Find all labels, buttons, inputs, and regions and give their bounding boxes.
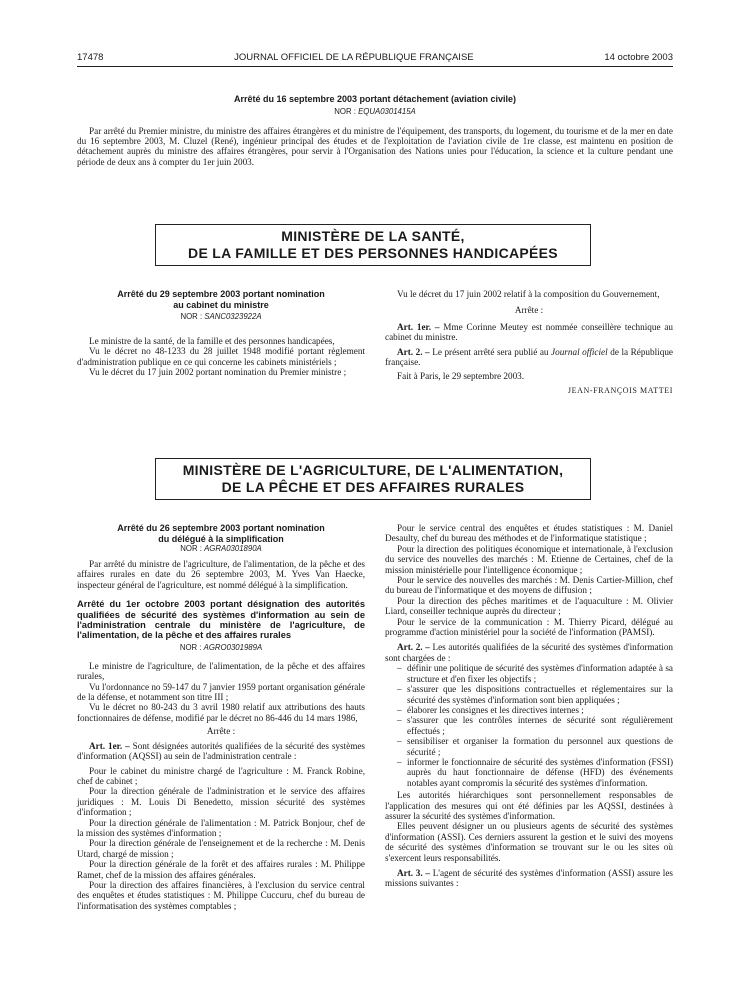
decree-aviation (77, 94, 673, 167)
list-item: Pour le service des nouvelles des marchés : M. Denis Cartier-Million, chef du bureau de l'informatique et des moyens de diffusion ; (385, 575, 673, 596)
list-item: Pour la direction générale de la forêt et des affaires rurales : M. Philippe Ramet, chef de la mission des affaires générales. (77, 859, 365, 880)
decree-title: Arrêté du 26 septembre 2003 portant nomination du délégué à la simplification (117, 523, 325, 544)
nor-reference: NOR : AGRA0301890A (180, 544, 262, 553)
decree-title-aqssi: Arrêté du 1er octobre 2003 portant désignation des autorités qualifiées de sécurité des systèmes d'information au sein de l'administration centrale du ministère de l'agriculture, de l'alimentation, de la pêche et des affaires rurales (77, 599, 365, 641)
list-item: Pour le service de la communication : M. Thierry Picard, délégué au programme d'action ministériel pour la société de l'information (PAMSI). (385, 616, 673, 638)
health-decree-right: Vu le décret du 17 juin 2002 relatif à la composition du Gouvernement, Arrête : Art. 1er. – Mme Corinne Meutey est nommée conseillère technique au cabinet du ministre. Art. 2. – Le présent arrêté sera publié au Journal officiel de la République française. Fait à Paris, le 29 septembre 2003. JEAN-FRANÇOIS MATTEI (385, 289, 674, 395)
article-1: Art. 1er. – Mme Corinne Meutey est nommée conseillère technique au cabinet du ministre. (385, 321, 674, 343)
list-item: Pour la direction générale de l'enseignement et de la recherche : M. Denis Utard, chargé de mission ; (77, 838, 365, 859)
list-item: – sensibiliser et organiser la formation du personnel aux questions de sécurité ; (385, 736, 673, 757)
list-item: Pour le service central des enquêtes et études statistiques : M. Daniel Desaulty, chef du bureau des méthodes et de l'informatique statistique ; (385, 523, 673, 544)
article-1: Art. 1er. – Sont désignées autorités qualifiées de la sécurité des systèmes d'information (AQSSI) au sein de l'administration centrale : (77, 740, 365, 762)
journal-title: JOURNAL OFFICIEL DE LA RÉPUBLIQUE FRANÇAISE (234, 52, 474, 63)
arrete-label: Arrête : (206, 726, 236, 737)
list-item: – informer le fonctionnaire de sécurité des systèmes d'information (FSSI) auprès du haut fonctionnaire de défense (HFD) des événements notables ayant compromis la sécurité des systèmes d'information. (385, 757, 673, 788)
list-item: Pour la direction des politiques économique et internationale, à l'exclusion du service des nouvelles des marchés : M. Etienne de Certaines, chef de la mission ministérielle pour l'intelligence économique ; (385, 543, 673, 575)
done-at: Fait à Paris, le 29 septembre 2003. (397, 371, 525, 382)
ministry-health-heading: MINISTÈRE DE LA SANTÉ, DE LA FAMILLE ET DES PERSONNES HANDICAPÉES (155, 224, 591, 266)
signature: JEAN-FRANÇOIS MATTEI (567, 385, 673, 395)
agri-right-column: Pour le service central des enquêtes et études statistiques : M. Daniel Desaulty, chef du bureau des méthodes et de l'informatique statistique ; Pour la direction des politiques économique et internationale, à l'exclusion du service des nouvelles des marchés : M. Etienne de Certaines, chef de la mission ministérielle pour l'intelligence économique ; Pour le service des nouvelles des marchés : M. Denis Cartier-Million, chef du bureau de l'informatique et des moyens de diffusion ; Pour la direction des pêches maritimes et de l'aquaculture : M. Olivier Liard, conseiller technique auprès du directeur ; Pour le service de la communication : M. Thierry Picard, délégué au programme d'action ministériel pour la société de l'information (PAMSI). Art. 2. – Les autorités qualifiées de la sécurité des systèmes d'information sont chargées de : – définir une politique de sécurité des systèmes d'information adaptée à sa structure et d'en fixer les objectifs ; – s'assurer que les dispositions contractuelles et réglementaires sur la sécurité des systèmes d'information sont bien appliquées ; – élaborer les consignes et les directives internes ; – s'assurer que les contrôles internes de sécurité sont régulièrement effectués ; – sensibiliser et organiser la formation du personnel aux questions de sécurité ; – informer le fonctionnaire de sécurité des systèmes d'information (FSSI) auprès du haut fonctionnaire de défense (HFD) des événements notables ayant compromis la sécurité des systèmes d'information. Les autorités hiérarchiques sont personnellement responsables de l'application des mesures qui ont été définies par les AQSSI, destinées à assurer la sécurité des systèmes d'information. Elles peuvent désigner un ou plusieurs agents de sécurité des systèmes d'information (ASSI). Ces derniers assurent la gestion et le suivi des moyens de sécurité des systèmes d'information se trouvant sur le ou les sites où s'exercent leurs responsabilités. Art. 3. – L'agent de sécurité des systèmes d'information (ASSI) assure les missions suivantes : (385, 523, 673, 889)
list-item: Pour la direction générale de l'alimentation : M. Patrick Bonjour, chef de la mission des systèmes d'information ; (77, 817, 365, 838)
issue-date: 14 octobre 2003 (604, 52, 673, 63)
article-2-list (385, 663, 673, 788)
nor-reference: NOR : AGRO0301989A (179, 642, 263, 652)
article-2: Art. 2. – Le présent arrêté sera publié au Journal officiel de la République française. (385, 346, 673, 368)
list-item: Pour la direction générale de l'administration et le service des affaires juridiques : M. Louis Di Benedetto, mission sécurité des systèmes d'information ; (77, 786, 365, 818)
list-item: – s'assurer que les contrôles internes de sécurité sont régulièrement effectués ; (385, 715, 673, 736)
ministry-agriculture-heading: MINISTÈRE DE L'AGRICULTURE, DE L'ALIMENTATION, DE LA PÊCHE ET DES AFFAIRES RURALES (155, 458, 591, 500)
list-item: – définir une politique de sécurité des systèmes d'information adaptée à sa structure et d'en fixer les objectifs ; (385, 663, 673, 684)
page-header (77, 52, 673, 66)
list-item: – s'assurer que les dispositions contractuelles et réglementaires sur la sécurité des systèmes d'information sont bien appliquées ; (385, 684, 673, 705)
list-item: Pour la direction des affaires financières, à l'exclusion du service central des enquêtes et études statistiques : M. Philippe Cuccuru, chef du bureau de l'informatisation des systèmes comptables ; (77, 879, 365, 911)
agri-left-column: Arrêté du 26 septembre 2003 portant nomination du délégué à la simplification NOR : AGRA0301890A Par arrêté du ministre de l'agriculture, de l'alimentation, de la pêche et des affaires rurales en date du 26 septembre 2003, M. Yves Van Haecke, inspecteur général de l'agriculture, est nommé délégué à la simplification. Arrêté du 1er octobre 2003 portant désignation des autorités qualifiées de sécurité des systèmes d'information au sein de l'administration centrale du ministère de l'agriculture, de l'alimentation, de la pêche et des affaires rurales NOR : AGRO0301989A Le ministre de l'agriculture, de l'alimentation, de la pêche et des affaires rurales, Vu l'ordonnance no 59-147 du 7 janvier 1959 portant organisation générale de la défense, et notamment son titre III ; Vu le décret no 80-243 du 3 avril 1980 relatif aux attributions des hauts fonctionnaires de défense, modifié par le décret no 86-446 du 14 mars 1986, Arrête : Art. 1er. – Sont désignées autorités qualifiées de la sécurité des systèmes d'information (AQSSI) au sein de l'administration centrale : Pour le cabinet du ministre chargé de l'agriculture : M. Franck Robine, chef de cabinet ; Pour la direction générale de l'administration et le service des affaires juridiques : M. Louis Di Benedetto, mission sécurité des systèmes d'information ; Pour la direction générale de l'alimentation : M. Patrick Bonjour, chef de la mission des systèmes d'information ; Pour la direction générale de l'enseignement et de la recherche : M. Denis Utard, chargé de mission ; Pour la direction générale de la forêt et des affaires rurales : M. Philippe Ramet, chef de la mission des affaires générales. Pour la direction des affaires financières, à l'exclusion du service central des enquêtes et études statistiques : M. Philippe Cuccuru, chef du bureau de l'informatisation des systèmes comptables ; (77, 523, 365, 911)
article-2: Art. 2. – Les autorités qualifiées de la sécurité des systèmes d'information sont chargées de : (385, 642, 674, 663)
decree-title: Arrêté du 16 septembre 2003 portant détachement (aviation civile) (233, 94, 517, 104)
arrete-label: Arrête : (514, 305, 544, 316)
article-3: Art. 3. – L'agent de sécurité des systèmes d'information (ASSI) assure les missions suivantes : (385, 868, 673, 889)
list-item: Pour le cabinet du ministre chargé de l'agriculture : M. Franck Robine, chef de cabinet ; (77, 765, 365, 786)
decree-body: Par arrêté du Premier ministre, du ministre des affaires étrangères et du ministre de l'équipement, des transports, du logement, du tourisme et de la mer en date du 16 septembre 2003, M. Cluzel (René), ingénieur principal des études et de l'exploitation de l'aviation civile de 1re classe, est maintenu en position de détachement auprès du ministre des affaires étrangères, pour servir à l'Organisation des Nations unies pour l'éducation, la science et la culture pendant une période de deux ans à compter du 1er juin 2003. (77, 125, 673, 167)
nor-reference: NOR : SANC0323922A (180, 312, 262, 321)
header-rule (77, 66, 673, 67)
list-item: – élaborer les consignes et les directives internes ; (385, 705, 673, 715)
page-number: 17478 (77, 52, 104, 63)
nor-reference: NOR : EQUA0301415A (334, 106, 416, 116)
list-item: Pour la direction des pêches maritimes et de l'aquaculture : M. Olivier Liard, conseiller technique auprès du directeur ; (385, 595, 673, 617)
health-decree-left: Arrêté du 29 septembre 2003 portant nomination au cabinet du ministre NOR : SANC0323922A Le ministre de la santé, de la famille et des personnes handicapées, Vu le décret no 48-1233 du 28 juillet 1948 modifié portant règlement d'administration publique en ce qui concerne les cabinets ministériels ; Vu le décret du 17 juin 2002 portant nomination du Premier ministre ; (77, 289, 365, 378)
